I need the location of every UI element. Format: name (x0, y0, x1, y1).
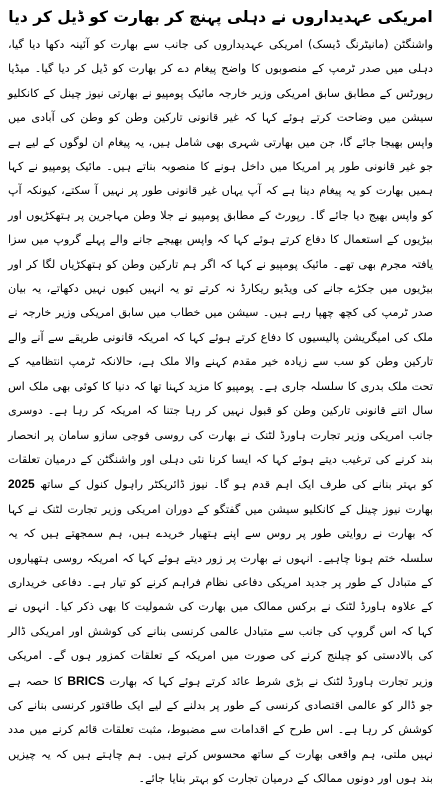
body-text-part-2: بھارت نیوز چینل کے کانکلیو سیشن میں گفتگو کے دوران امریکی وزیر تجارت لٹنک نے کہا کہ بھارت نے روایتی طور پر روس سے اپنے ہتھیار خریدے ہیں، ہم سمجھتے ہیں کہ یہ سلسلہ ختم ہونا چاہیے۔ انہوں نے بھارت پر زور دیتے ہوئے کہا کہ امریکہ روسی ہتھیاروں کے متبادل کے طور پر جدید امریکی دفاعی نظام فراہم کرنے کو تیار ہے۔ دفاعی خریداری کے علاوہ ہاورڈ لٹنک نے برکس ممالک میں بھارت کی شمولیت کا بھی ذکر کیا۔ انہوں نے کہا کہ اس گروپ کی جانب سے متبادل عالمی کرنسی بنانے کی کوشش اور امریکی ڈالر کی بالادستی کو چیلنج کرنے کی صورت میں امریکہ کے تعلقات کمزور ہوں گے۔ امریکی وزیر تجارت ہاورڈ لٹنک نے بڑی شرط عائد کرتے ہوئے کہا کہ بھارت (8, 502, 433, 688)
year-number: 2025 (8, 477, 35, 492)
article-body (8, 33, 433, 792)
news-article (8, 6, 433, 786)
article-headline: امریکی عہدیداروں نے دہلی پہنچ کر بھارت کو ڈیل کر دیا (8, 8, 433, 26)
body-text-part-1: واشنگٹن (مانیٹرنگ ڈیسک) امریکی عہدیداروں کی جانب سے بھارت کو آئینہ دکھا دیا گیا، دہلی میں صدر ٹرمپ کے منصوبوں کا واضح پیغام دے کر بھارت کو ڈیل کر دیا گیا۔ میڈیا رپورٹس کے مطابق سابق امریکی وزیر خارجہ مائیک پومپیو نے بھارتی نیوز چینل کے کانکلیو سیشن میں وضاحت کرتے ہوئے کہا کہ غیر قانونی تارکین وطن کو وطن کی آبادی میں واپس بھیجا جائے گا، جن میں بھارتی شہری بھی شامل ہیں، یہ پیغام ان لوگوں کے لیے ہے جو غیر قانونی طور پر امریکا میں داخل ہونے کا منصوبہ بناتے ہیں۔ مائیک پومپیو نے کہا ہمیں بھارت کو یہ پیغام دینا ہے کہ آپ یہاں غیر قانونی طور پر نہیں آ سکتے، کیونکہ آپ کو واپس بھیج دیا جائے گا۔ رپورٹ کے مطابق پومپیو نے جلا وطن مہاجرین پر ہتھکڑیوں اور بیڑیوں کے استعمال کا دفاع کرتے ہوئے کہا کہ واپس بھیجے جانے والے پہلے گروپ میں سزا یافتہ مجرم بھی تھے۔ مائیک پومپیو نے کہا کہ اگر ہم تارکین وطن کو ہتھکڑیاں لگا کر اور بیڑیوں میں جکڑے جانے کی ویڈیو ریکارڈ نہ کرتے تو یہ انہیں کیوں نہیں دکھاتے، یہ بیان صدر ٹرمپ کی کچھ چھپا رہے ہیں۔ سیشن میں خطاب میں سابق امریکی وزیر خارجہ نے ملک کی امیگریشن پالیسیوں کا دفاع کرتے ہوئے کہا کہ امریکہ قانونی طریقے سے آنے والے تارکین وطن کو سب سے زیادہ خیر مقدم کہنے والا ملک ہے، حالانکہ ٹرمپ انتظامیہ کے تحت ملک بدری کا سلسلہ جاری ہے۔ پومپیو کا مزید کہنا تھا کہ دنیا کا کوئی بھی ملک اس سال اتنے قانونی تارکین وطن کو قبول نہیں کر رہا جتنا کہ امریکہ کر رہا ہے۔ دوسری جانب امریکی وزیر تجارت ہاورڈ لٹنک نے بھارت کی روسی فوجی سازو سامان پر انحصار بند کرنے کی ترغیب دیتے ہوئے کہا کہ ایسا کرنا نئی دہلی اور واشنگٹن کے درمیان تعلقات کو بہتر بنانے کی طرف ایک اہم قدم ہو گا۔ نیوز ڈائریکٹر راہول کنول کے ساتھ (8, 38, 433, 492)
body-text-part-3: کا حصہ ہے جو ڈالر کو عالمی اقتصادی کرنسی کے طور پر بدلنے کے لیے ایک طاقتور کرنسی بنانے کی کوشش کر رہا ہے۔ اس طرح کے اقدامات سے مضبوط، مثبت تعلقات قائم کرنے میں مدد نہیں ملتی، ہم واقعی بھارت کے ساتھ محسوس کرتے ہیں۔ ہم چاہتے ہیں کہ یہ چیزیں بند ہوں اور دونوں ممالک کے درمیان تجارت کو بہتر بنایا جائے۔ (8, 674, 433, 786)
brics-acronym: BRICS (67, 673, 105, 688)
